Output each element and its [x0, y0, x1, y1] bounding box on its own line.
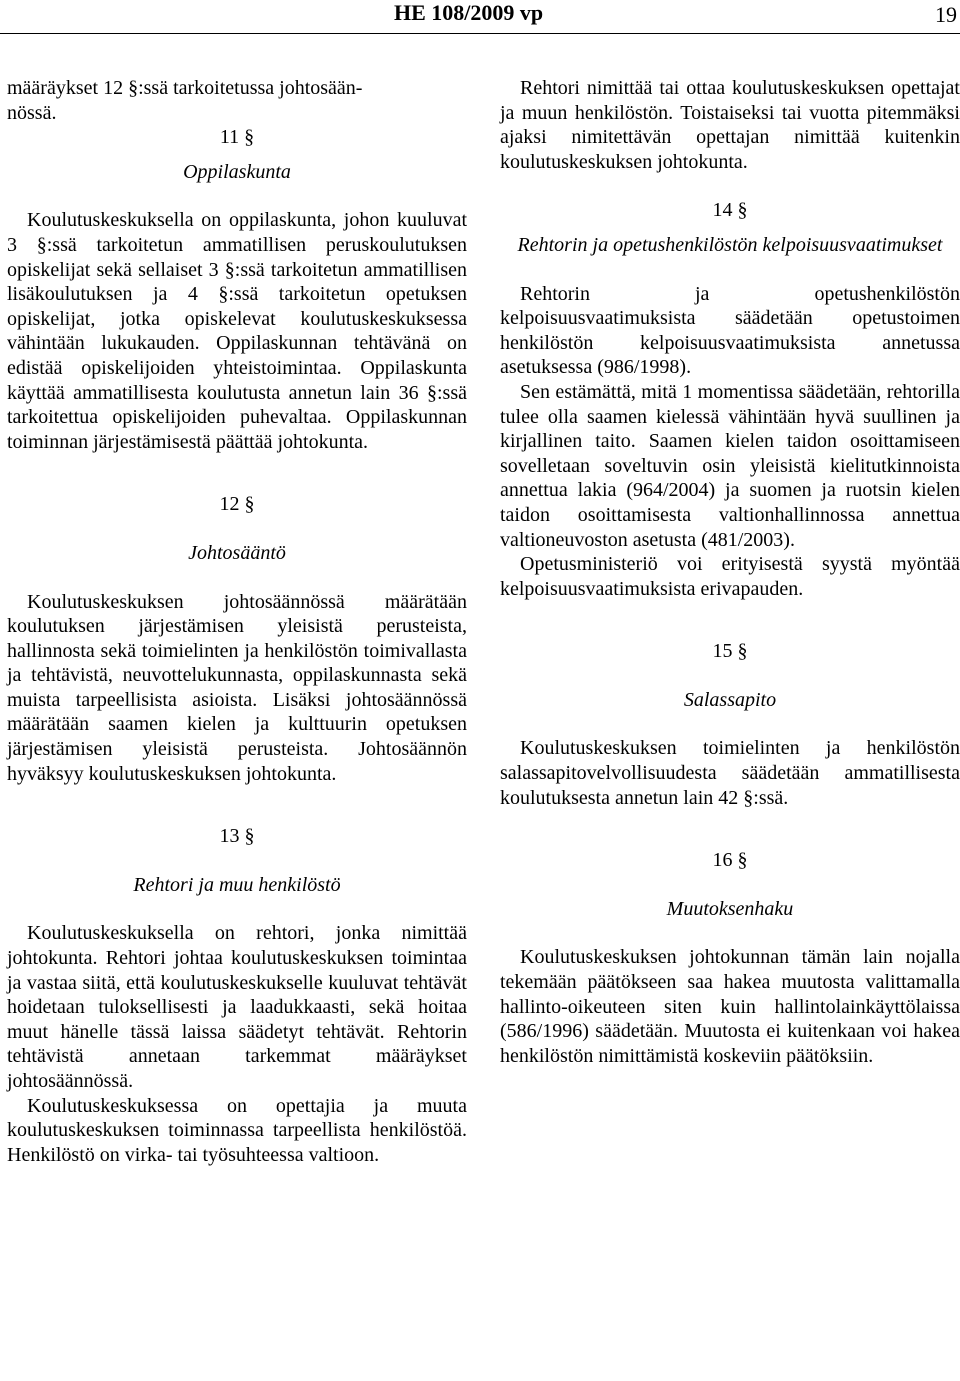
intro-line-2: nössä.: [7, 101, 57, 124]
section-11-body: Koulutuskeskuksella on oppilaskunta, johon kuuluvat 3 §:ssä tarkoitetun ammatillisen peruskoulutuksen opiskelijat sekä sellaiset 3 §:ssä tarkoitetun ammatillisen lisäkoulutuksen ja 4 §:ssä tarkoitetun opetuksen opiskelijat, jotka opiskelevat koulutuskeskuksessa vähintään lukukauden. Oppilaskunnan tehtävänä on edistää opiskelijoiden yhteistoimintaa. Oppilaskunta käyttää ammatillisesta koulutusta annetun lain 36 §:ssä tarkoitettua opiskelijoiden puhevaltaa. Oppilaskunnan toiminnan järjestämisestä päättää johtokunta.: [7, 209, 467, 453]
section-14-paragraph-2: Sen estämättä, mitä 1 momentissa säädetään, rehtorilla tulee olla saamen kielessä vähintään hyvä suullinen ja kirjallinen taito. Saamen kielen taidon osoittamiseen sovelletaan soveltuvin osin yleisistä kielitutkinnoista annettua lakia (964/2004) ja suomen ja ruotsin kielen taidon osoittamisesta valtionhallinnossa annettua valtioneuvoston asetusta (481/2003).: [500, 380, 960, 551]
section-12-body: Koulutuskeskuksen johtosäännössä määrätään koulutuksen järjestämisen yleisistä perusteista, hallinnosta sekä toimielinten ja henkilöstön toimivallasta ja tehtävistä, neuvottelukunnasta, oppilaskunnasta sekä muista tarpeellisista asioista. Lisäksi johtosäännössä määrätään saamen kielen ja kulttuurin opetuksen järjestämisen yleisistä perusteista. Johtosäännön hyväksyy koulutuskeskuksen johtokunta.: [7, 590, 467, 785]
section-15-body: Koulutuskeskuksen toimielinten ja henkilöstön salassapitovelvollisuudesta säädetään ammatillisesta koulutuksesta annetun lain 42 §:ssä.: [500, 737, 960, 809]
section-14-paragraph-3: Opetusministeriö voi erityisestä syystä myöntää kelpoisuusvaatimuksista erivapauden.: [500, 553, 960, 600]
intro-line-1: määräykset 12 §:ssä tarkoitetussa johtosään-: [7, 77, 363, 99]
page-number: 19: [935, 2, 957, 27]
section-13-paragraph-1: Koulutuskeskuksella on rehtori, jonka nimittää johtokunta. Rehtori johtaa koulutuskeskuksen toimintaa ja vastaa siitä, että koulutuskeskukselle kuuluvat tehtävät hoidetaan tuloksellisesti ja laadukkaasti, sekä hoitaa muut hänelle tässä laissa säädetyt tehtävät. Rehtorin tehtävistä annetaan tarkemmat määräykset johtosäännössä.: [7, 922, 467, 1092]
section-14-number: 14 §: [712, 199, 748, 222]
section-14-title: Rehtorin ja opetushenkilöstön kelpoisuusvaatimukset: [517, 233, 943, 256]
section-13-number: 13 §: [219, 825, 255, 848]
section-11-number: 11 §: [219, 126, 255, 149]
section-15-title: Salassapito: [683, 688, 777, 711]
section-15-number: 15 §: [712, 640, 748, 663]
section-11-title: Oppilaskunta: [183, 160, 291, 183]
header-rule: [0, 33, 960, 34]
left-column: [7, 76, 467, 1167]
section-13-continuation: Rehtori nimittää tai ottaa koulutuskeskuksen opettajat ja muun henkilöstön. Toistaiseksi tai vuotta pitemmäksi ajaksi nimitettävän opettajan nimittää kuitenkin koulutuskeskuksen johtokunta.: [500, 77, 960, 173]
section-16-title: Muutoksenhaku: [666, 897, 794, 920]
section-16-body: Koulutuskeskuksen johtokunnan tämän lain nojalla tekemään päätökseen saa hakea muutosta valittamalla hallinto-oikeuteen siten kuin hallintolainkäyttölaissa (586/1996) säädetään. Muutosta ei kuitenkaan voi hakea henkilöstön nimittämistä koskeviin päätöksiin.: [500, 946, 960, 1067]
section-13-title: Rehtori ja muu henkilöstö: [133, 873, 341, 896]
section-16-number: 16 §: [712, 849, 748, 872]
page-header: [0, 0, 960, 26]
section-13-paragraph-2: Koulutuskeskuksessa on opettajia ja muuta koulutuskeskuksen toiminnassa tarpeellista henkilöstöä. Henkilöstö on virka- tai työsuhteessa valtioon.: [7, 1094, 467, 1166]
section-12-number: 12 §: [219, 493, 255, 516]
section-12-title: Johtosääntö: [188, 541, 286, 564]
section-14-paragraph-1: Rehtorin ja opetushenkilöstön kelpoisuusvaatimuksista säädetään opetustoimen henkilöstön kelpoisuusvaatimuksista annetussa asetuksessa (986/1998).: [500, 282, 960, 379]
document-id: HE 108/2009 vp: [394, 0, 544, 25]
right-column: [500, 76, 960, 1068]
